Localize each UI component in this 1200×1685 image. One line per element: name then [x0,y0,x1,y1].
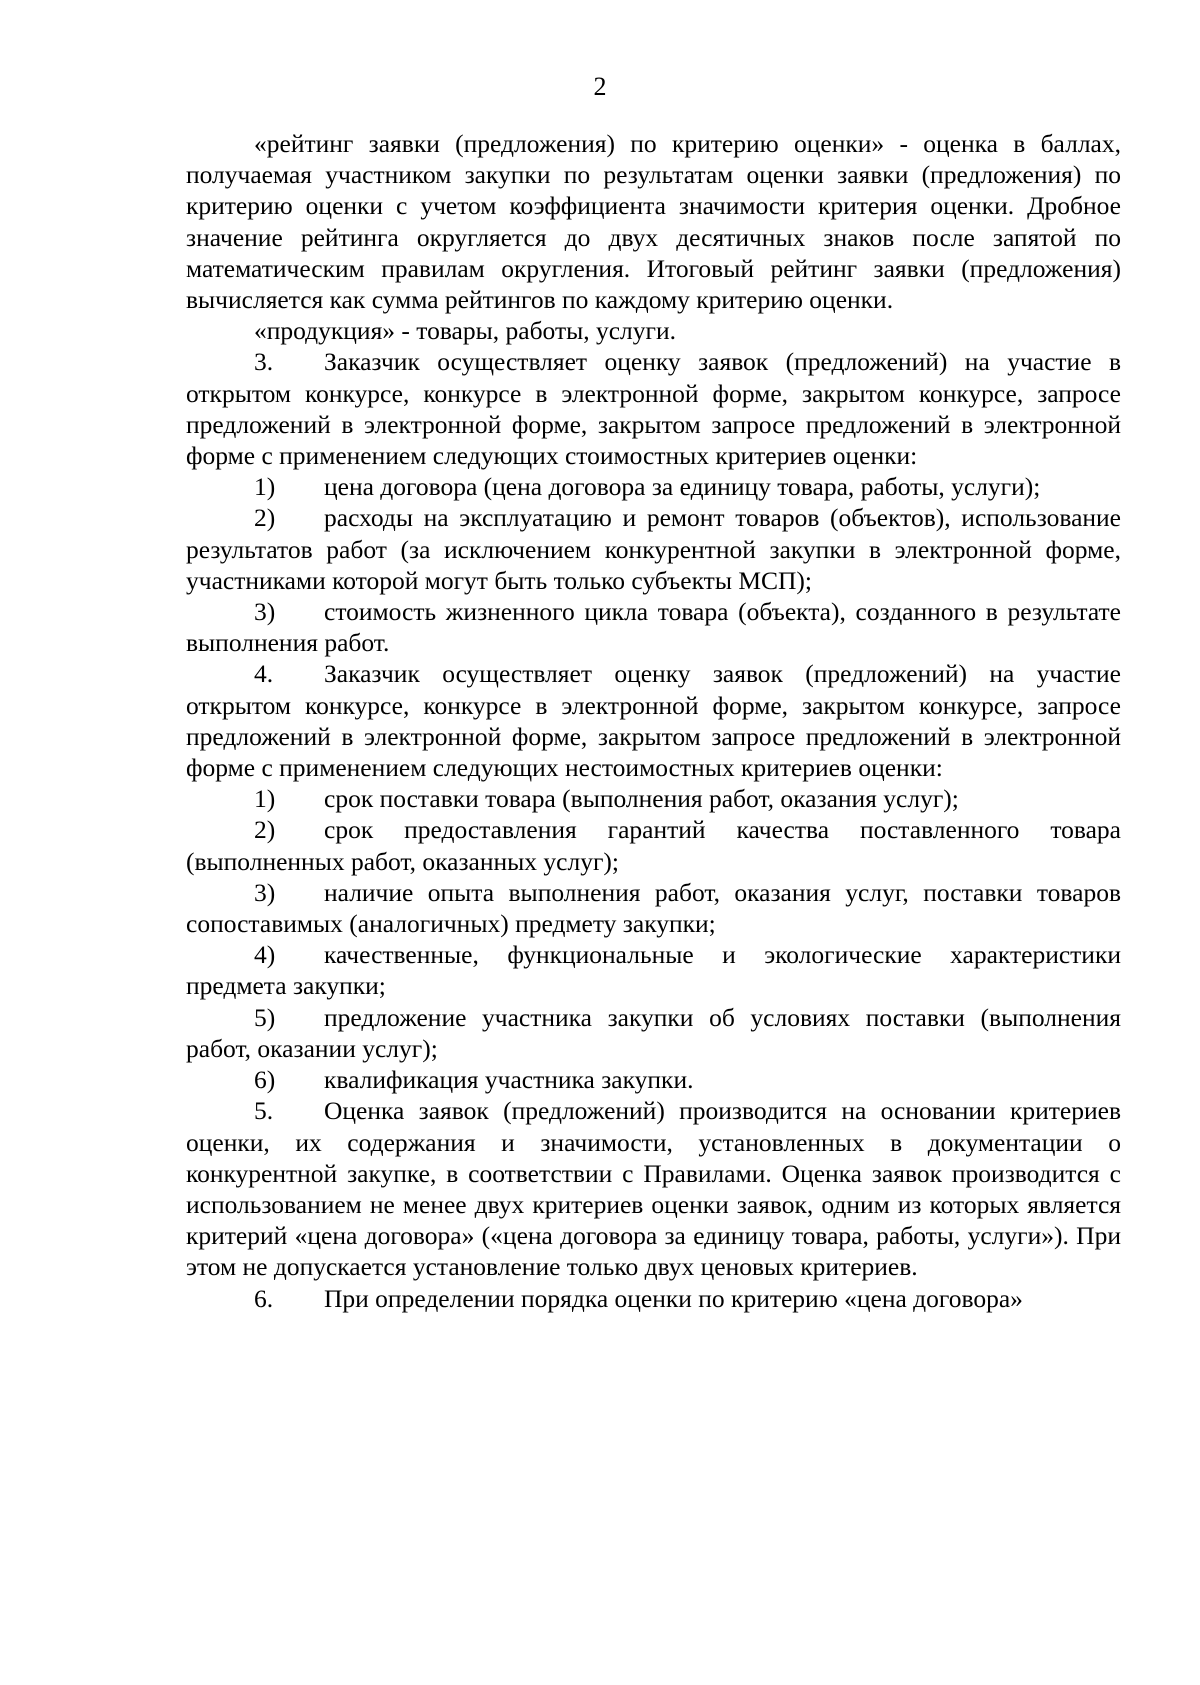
item-number: 3) [254,597,276,627]
list-item-cost-1 [186,471,1121,502]
item-number: 1) [254,784,276,814]
item-number: 4. [254,659,274,689]
page-number: 2 [593,72,607,101]
paragraph-text: расходы на эксплуатацию и ремонт товаров (объектов), использование результатов работ (за исключением конкурентной закупки в электронной форме, участниками которой могут быть только субъекты МСП); [186,503,1121,595]
item-number: 5. [254,1096,274,1126]
paragraph-product-definition [186,315,1121,346]
paragraph-text: «рейтинг заявки (предложения) по критерию оценки» - оценка в баллах, получаемая участником закупки по результатам оценки заявки (предложения) по критерию оценки с учетом коэффициента значимости критерия оценки. Дробное значение рейтинга округляется до двух десятичных знаков после запятой по математическим правилам округления. Итоговый рейтинг заявки (предложения) вычисляется как сумма рейтингов по каждому критерию оценки. [186,129,1121,315]
list-item-cost-3 [186,596,1121,658]
paragraph-text: предложение участника закупки об условиях поставки (выполнения работ, оказании услуг); [186,1002,1121,1063]
list-item-noncost-1 [186,783,1121,814]
list-item-noncost-3 [186,877,1121,939]
paragraph-text: наличие опыта выполнения работ, оказания услуг, поставки товаров сопоставимых (аналогичных) предмету закупки; [186,877,1121,939]
paragraph-item-5 [186,1095,1121,1282]
item-number: 5) [254,1002,276,1032]
list-item-noncost-4 [186,939,1121,1001]
list-item-noncost-5 [186,1002,1121,1064]
item-number: 1) [254,472,276,502]
paragraph-text: срок предоставления гарантий качества поставленного товара (выполненных работ, оказанных услуг); [186,815,1121,876]
paragraph-item-3 [186,346,1121,471]
item-number: 4) [254,940,276,970]
paragraph-text: стоимость жизненного цикла товара (объекта), созданного в результате выполнения работ. [186,597,1121,658]
paragraph-text: При определении порядка оценки по критерию «цена договора» [324,1283,1023,1313]
item-number: 3. [254,347,274,377]
item-number: 3) [254,877,276,907]
item-number: 6. [254,1283,274,1313]
paragraph-text: Заказчик осуществляет оценку заявок (предложений) на участие в открытом конкурсе, конкурсе в электронной форме, закрытом конкурсе, запросе предложений в электронной форме, закрытом запросе предложений в электронной форме с применением следующих стоимостных критериев оценки: [186,347,1121,471]
paragraph-text: квалификация участника закупки. [324,1065,694,1095]
paragraph-text: качественные, функциональные и экологические характеристики предмета закупки; [186,940,1121,1001]
paragraph-text: цена договора (цена договора за единицу товара, работы, услуги); [324,472,1041,502]
list-item-noncost-6 [186,1064,1121,1095]
paragraph-text: срок поставки товара (выполнения работ, оказания услуг); [324,784,959,814]
list-item-noncost-2 [186,814,1121,876]
document-body [186,128,1121,1314]
paragraph-text: Оценка заявок (предложений) производится на основании критериев оценки, их содержания и значимости, установленных в документации о конкурентной закупке, в соответствии с Правилами. Оценка заявок производится с использованием не менее двух критериев оценки заявок, одним из которых является критерий «цена договора» («цена договора за единицу товара, работы, услуги»). При этом не допускается установление только двух ценовых критериев. [186,1096,1121,1282]
paragraph-rating-definition [186,128,1121,315]
paragraph-text: Заказчик осуществляет оценку заявок (предложений) на участие открытом конкурсе, конкурсе в электронной форме, закрытом конкурсе, запросе предложений в электронной форме, закрытом запросе предложений в электронной форме с применением следующих нестоимостных критериев оценки: [186,659,1121,783]
item-number: 2) [254,815,276,845]
paragraph-item-4 [186,658,1121,783]
item-number: 6) [254,1065,276,1095]
paragraph-text: «продукция» - товары, работы, услуги. [254,316,677,346]
item-number: 2) [254,503,276,533]
list-item-cost-2 [186,502,1121,596]
paragraph-item-6 [186,1283,1121,1314]
